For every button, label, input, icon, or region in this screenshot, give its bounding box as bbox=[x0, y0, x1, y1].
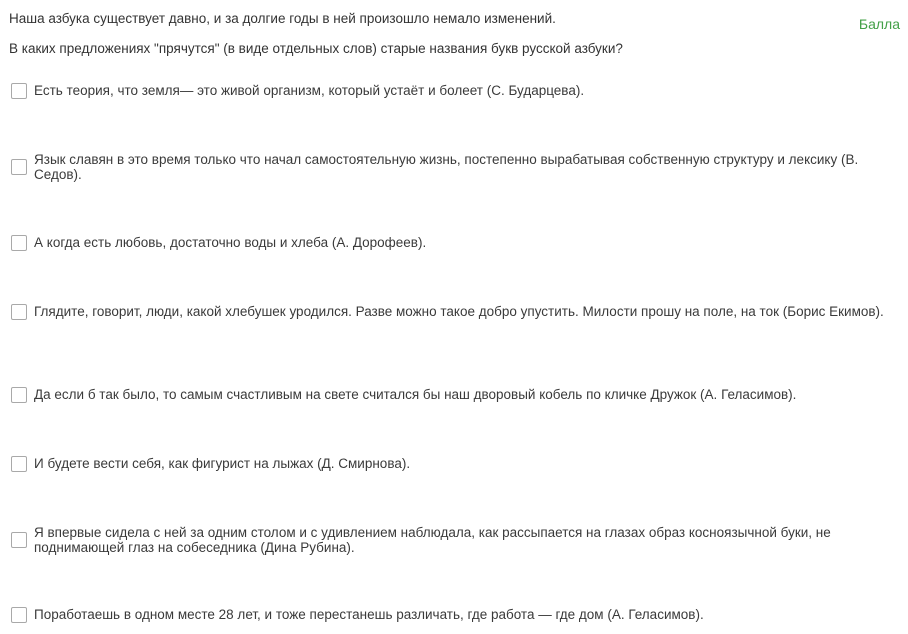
option-5-text: Да если б так было, то самым счастливым на свете считался бы наш дворовый кобель по кличке Дружок (А. Геласимов). bbox=[34, 386, 797, 402]
option-4-checkbox[interactable] bbox=[11, 304, 27, 320]
option-3-checkbox[interactable] bbox=[11, 235, 27, 251]
score-label: Балла bbox=[858, 16, 900, 32]
option-8-checkbox[interactable] bbox=[11, 607, 27, 623]
option-3-text: А когда есть любовь, достаточно воды и хлеба (А. Дорофеев). bbox=[34, 234, 427, 250]
option-2-text: Язык славян в это время только что начал самостоятельную жизнь, постепенно вырабатывая собственную структуру и лексику (В. Седов). bbox=[34, 152, 859, 182]
option-5[interactable] bbox=[11, 387, 896, 403]
score-badge bbox=[852, 0, 902, 34]
option-6-checkbox[interactable] bbox=[11, 456, 27, 472]
option-8-text: Поработаешь в одном месте 28 лет, и тоже перестанешь различать, где работа — где дом (А. Геласимов). bbox=[34, 606, 704, 622]
question-text: В каких предложениях "прячутся" (в виде отдельных слов) старые названия букв русской азбуки? bbox=[9, 41, 623, 56]
option-5-checkbox[interactable] bbox=[11, 387, 27, 403]
option-1[interactable] bbox=[11, 83, 896, 99]
option-1-text: Есть теория, что земля— это живой организм, который устаёт и болеет (С. Бударцева). bbox=[34, 82, 585, 98]
option-8[interactable] bbox=[11, 607, 896, 623]
option-6[interactable] bbox=[11, 456, 896, 472]
option-7-checkbox[interactable] bbox=[11, 532, 27, 548]
option-6-text: И будете вести себя, как фигурист на лыжах (Д. Смирнова). bbox=[34, 455, 411, 471]
option-2[interactable] bbox=[11, 152, 896, 182]
intro-text: Наша азбука существует давно, и за долгие годы в ней произошло немало изменений. bbox=[9, 11, 556, 26]
option-4[interactable] bbox=[11, 304, 896, 320]
option-2-checkbox[interactable] bbox=[11, 159, 27, 175]
option-7-text: Я впервые сидела с ней за одним столом и с удивлением наблюдала, как рассыпается на глазах образ косноязычной буки, не поднимающей глаз на собеседника (Дина Рубина). bbox=[34, 525, 831, 555]
option-1-checkbox[interactable] bbox=[11, 83, 27, 99]
option-4-text: Глядите, говорит, люди, какой хлебушек уродился. Разве можно такое добро упустить. Милости прошу на поле, на ток (Борис Екимов). bbox=[34, 304, 884, 320]
option-3[interactable] bbox=[11, 235, 896, 251]
option-7[interactable] bbox=[11, 525, 896, 555]
score-shield-icon bbox=[858, 0, 892, 6]
